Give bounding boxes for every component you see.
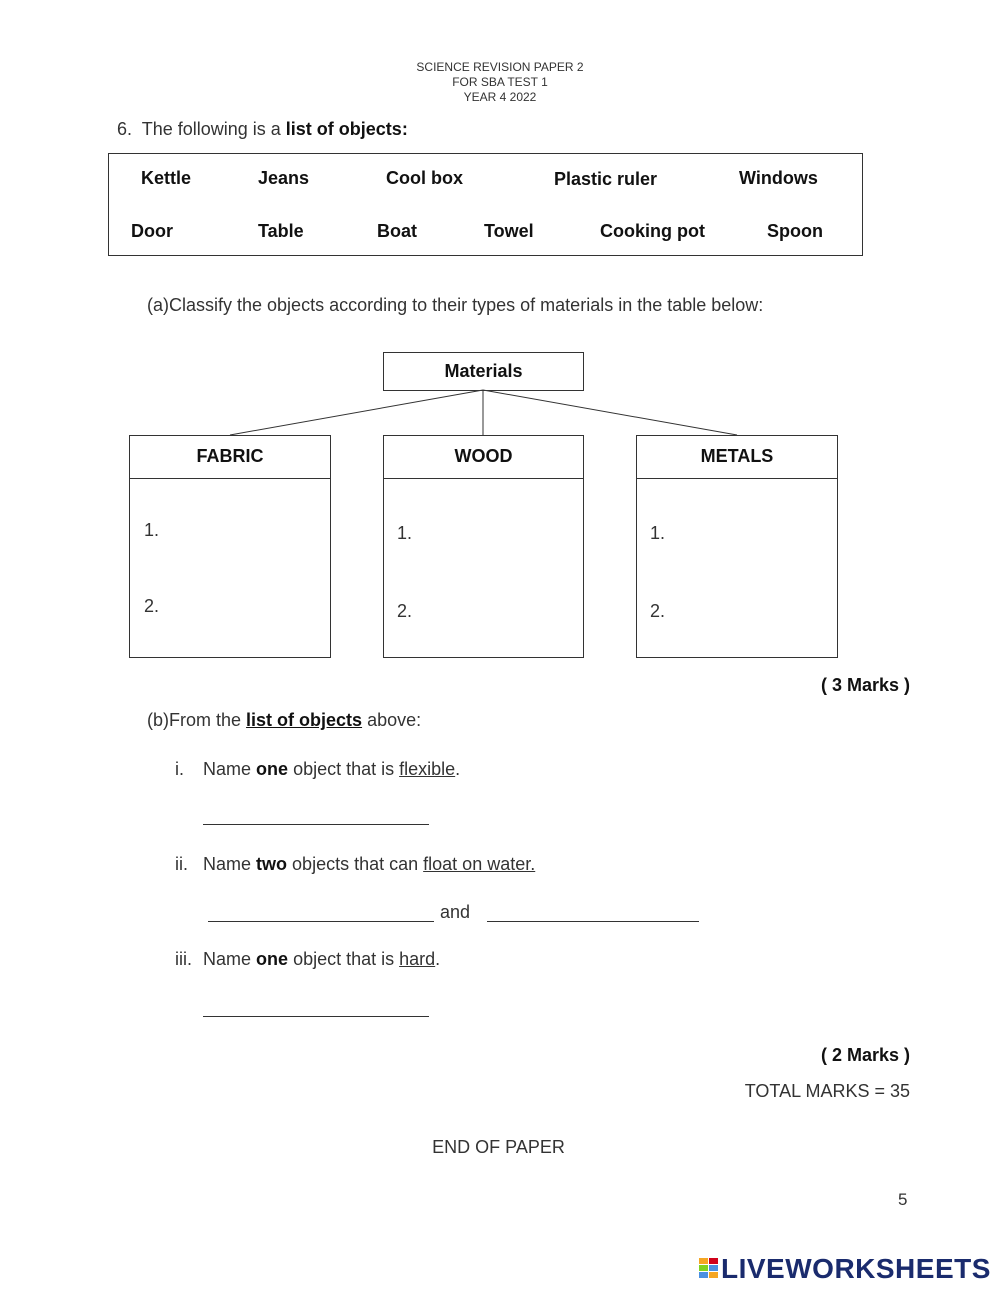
part-b-list-reference: list of objects xyxy=(246,710,363,730)
part-b-text-after: above: xyxy=(367,710,422,730)
sub-question-keyword: float on water. xyxy=(423,854,536,874)
answer-number: 1. xyxy=(650,523,666,543)
part-b-marks: ( 2 Marks ) xyxy=(820,1045,910,1065)
answer-number: 2. xyxy=(650,601,666,621)
sub-question-keyword: flexible xyxy=(399,759,456,779)
total-marks: TOTAL MARKS = 35 xyxy=(744,1081,910,1101)
part-b-text-before: From the xyxy=(169,710,242,730)
sub-question-text: object that is xyxy=(293,949,395,969)
sub-question-text: object that is xyxy=(293,759,395,779)
sub-question-number: i. xyxy=(175,759,184,779)
part-a-marks: ( 3 Marks ) xyxy=(820,675,910,695)
object-item: Cooking pot xyxy=(600,221,705,241)
answer-line-b-i[interactable] xyxy=(203,824,429,825)
liveworksheets-logo xyxy=(697,1254,997,1284)
sub-question-bold: one xyxy=(256,759,289,779)
sub-question-keyword: hard xyxy=(399,949,436,969)
part-b-instruction xyxy=(147,710,421,731)
paper-title: SCIENCE REVISION PAPER 2 xyxy=(416,60,584,74)
answer-line-b-ii-second[interactable] xyxy=(487,921,699,922)
question-b-ii xyxy=(175,854,535,875)
object-item: Towel xyxy=(484,221,534,241)
category-wood-heading: WOOD xyxy=(383,435,584,479)
sub-question-text: Name xyxy=(203,854,252,874)
object-item: Jeans xyxy=(258,168,310,188)
sub-question-text: objects that can xyxy=(292,854,419,874)
object-item: Plastic ruler xyxy=(554,169,658,189)
question-intro-bold: list of objects: xyxy=(285,119,408,139)
category-metals-heading: METALS xyxy=(636,435,838,479)
category-metals-answers xyxy=(636,478,838,658)
object-item: Spoon xyxy=(767,221,823,241)
part-a-label: (a) xyxy=(147,295,169,315)
and-connector: and xyxy=(440,902,471,922)
part-b-label: (b) xyxy=(147,710,169,730)
answer-number: 2. xyxy=(144,596,160,616)
answer-number: 1. xyxy=(397,523,413,543)
category-wood-answers xyxy=(383,478,584,658)
question-b-iii xyxy=(175,949,440,970)
sub-question-bold: two xyxy=(256,854,288,874)
answer-line-b-ii-first[interactable] xyxy=(208,921,434,922)
sub-question-number: ii. xyxy=(175,854,188,874)
object-item: Boat xyxy=(377,221,417,241)
end-of-paper: END OF PAPER xyxy=(432,1137,565,1157)
object-item: Cool box xyxy=(386,168,463,188)
answer-number: 2. xyxy=(397,601,413,621)
liveworksheets-logo-text: LIVEWORKSHEETS xyxy=(721,1253,991,1284)
sub-question-punct: . xyxy=(435,949,441,969)
answer-number: 1. xyxy=(144,520,160,540)
object-item: Table xyxy=(258,221,304,241)
sub-question-bold: one xyxy=(256,949,289,969)
part-a-text: Classify the objects according to their types of materials in the table below: xyxy=(169,295,764,315)
sub-question-text: Name xyxy=(203,949,252,969)
category-fabric-answers xyxy=(129,478,331,658)
question-intro-text: The following is a xyxy=(141,119,281,139)
paper-year: YEAR 4 2022 xyxy=(463,90,537,104)
object-item: Windows xyxy=(739,168,818,188)
sub-question-punct: . xyxy=(455,759,461,779)
object-item: Kettle xyxy=(141,168,192,188)
sub-question-text: Name xyxy=(203,759,252,779)
question-b-i xyxy=(175,759,460,780)
object-item: Door xyxy=(131,221,173,241)
materials-root-box: Materials xyxy=(383,352,584,391)
sub-question-number: iii. xyxy=(175,949,192,969)
category-fabric-heading: FABRIC xyxy=(129,435,331,479)
paper-subtitle: FOR SBA TEST 1 xyxy=(452,75,548,89)
answer-line-b-iii[interactable] xyxy=(203,1016,429,1017)
question-number: 6. xyxy=(117,119,133,139)
page-number: 5 xyxy=(898,1190,908,1209)
